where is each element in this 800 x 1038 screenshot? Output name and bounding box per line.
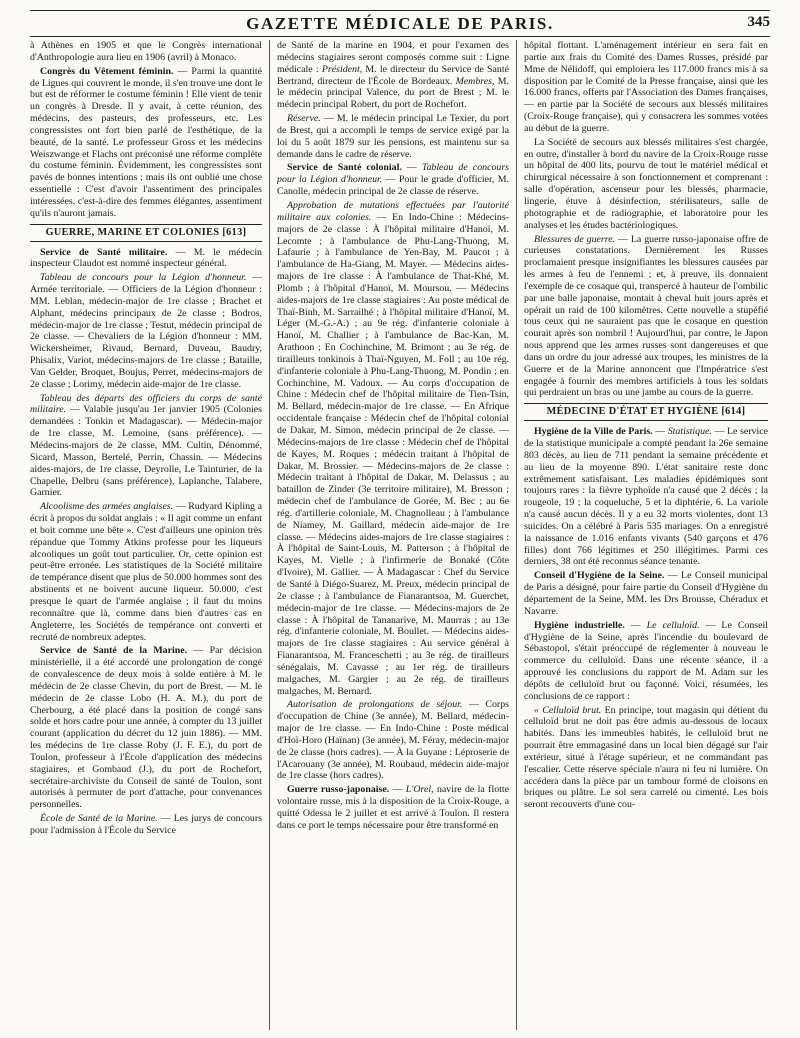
italic-text: Président, [321, 63, 363, 75]
body-text: — [652, 426, 668, 438]
column-3 [524, 40, 768, 1032]
article-title: Hygiène industrielle. [534, 619, 625, 631]
body-text: En principe, tout magasin qui détient du celluloïd brut ne doit pas être admis au-dessous de locaux habités. Dans les immeubles habités, le celluloïd brut ne pourrait être emmagasiné dans un local bien dégagé sur l'air extérieur, situé à l'étage supérieur, et ne commandant pas l'escalier. Cette réserve spéciale n'aura ni feu ni lumière. On accédera dans la pièce par un tambour formé de cloisons en briques ou plâtre. Le sol sera carrelé ou cimenté. Les bois seront recouverts d'une cou- [524, 704, 768, 811]
body-text: — Le service de la statistique municipale a compté pendant la 26e semaine 803 décès, au lieu de 711 pendant la semaine précédente et au lieu de la moyenne 890. L'état sanitaire reste donc extrêmement satisfaisant. Les maladies épidémiques sont toujours rares : la fièvre typhoïde n'a causé que 2 décès ; la rougeole, 19 ; la coqueluche, 5 et la diphtérie, 6. La variole n'a causé aucun décès. Il y a eu 32 morts violentes, dont 13 suicides. On a célébré à Paris 535 mariages. On a enregistré la naissance de 1.016 enfants vivants (540 garçons et 476 filles) dont 766 légitimes et 250 illégitimes. Parmi ces derniers, 38 ont été reconnus séance tenante. [524, 426, 768, 568]
article-paragraph [277, 40, 509, 111]
column-divider [269, 40, 270, 1030]
article-paragraph [30, 501, 262, 643]
article-paragraph [277, 699, 509, 782]
article-paragraph [30, 813, 262, 837]
body-text: — Parmi la quantité de Ligues qui couvrent le monde, il s'en trouve une dont le but est de réformer le costume féminin ! Elle vient de tenir un congrès à Dresde. Il y avait, à cette réunion, des médecins, des pasteurs, des professeurs, etc. Les congressistes ont fort bien parlé de l'esthétique, de la beauté, de la santé. Le professeur Gross et les médecins Weiszwange et Flachs ont préconisé une réforme complète du costume féminin. Évidemment, les congressistes sont pavés de bonnes intentions ; mais ils ont oublié une chose essentielle : C'est d'avoir l'assentiment des principales intéressées, c'est-à-dire des femmes élégantes, assentiment qu'ils n'auront jamais. [30, 65, 262, 219]
section-heading [30, 226, 262, 240]
italic-text: Le celluloïd. [646, 619, 700, 631]
article-paragraph [524, 620, 768, 703]
italic-text: Tableau de concours pour la Légion d'honneur. [40, 272, 247, 284]
body-text: M. le médecin principal Valence, du port de Brest ; M. le médecin principal Robert, du port de Rochefort. [277, 75, 509, 111]
section-number: [613] [222, 226, 247, 238]
body-text: — Le Conseil municipal de Paris a désigné, pour faire partie du Conseil d'Hygiène du département de la Seine, MM. les Drs Brousse, Chéradux et Navarre. [524, 570, 768, 617]
body-text: à Athènes en 1905 et que le Congrès international d'Anthropologie aura lieu en 1906 (avril) à Monaco. [30, 40, 262, 63]
italic-text: Membres, [455, 75, 495, 87]
column-2 [277, 40, 509, 1032]
article-paragraph [30, 247, 262, 271]
italic-text: Approbation de mutations effectuées par l'autorité militaire aux colonies. [277, 199, 509, 223]
article-paragraph [277, 162, 509, 198]
body-text: hôpital flottant. L'aménagement intérieur en sera fait en partie aux frais du Comité des Dames Russes, présidé par Mme de Nélidoff, qui emploiera les 117.000 francs mis à sa disposition par le Comité de la Presse française, ainsi que les 16.000 francs, offerts par l'Association des Dames françaises, — en partie par la Société de secours aux blessés militaires (Croix-Rouge française), qui y consacrera les sommes votées au début de la guerre. [524, 40, 768, 134]
column-divider [516, 40, 517, 1030]
article-title: Hygiène de la Ville de Paris. [534, 426, 653, 438]
body-text: — Pour le grade d'officier, M. Canolle, médecin principal de 2e classe de réserve. [277, 174, 509, 198]
section-rule [524, 420, 768, 421]
body-text: — Le Conseil d'Hygiène de la Seine, après l'incendie du boulevard de Sébastopol, s'était préoccupé de réglementer à nouveau le commerce du celluloïd. Dans une récente séance, il a approuvé les conclusions du rapport de M. Adam sur les dépôts de celluloïd brut ou façonné. Voici, résumées, les conclusions de ce rapport : [524, 619, 768, 702]
article-title: Service de Santé militaire. [40, 246, 168, 258]
body-text: — M. le médecin inspecteur Claudot est nommé inspecteur général. [30, 246, 262, 270]
article-paragraph [30, 40, 262, 64]
body-text: — Valable jusqu'au 1er janvier 1905 (Colonies demandées : Tonkin et Madagascar). — Médecin-major de 1re classe, M. Lemoine, (sans préférence). — Médecins-majors de 2e classe, MM. Cultin, Dénommé, Sicard, Masson, Bertelé, Perrin, Chassin. — Médecins aides-majors, de 1re classe, Deyrolle, Le Tainturier, de la Chapelle, Delbru (sans préférence), Laplanche, Talabere, Garnier. [30, 404, 262, 499]
article-title: Conseil d'Hygiène de la Seine. [534, 570, 665, 582]
header-top-rule [30, 10, 770, 11]
article-paragraph [277, 200, 509, 697]
article-paragraph [277, 113, 509, 160]
article-paragraph [30, 393, 262, 500]
body-text: — [389, 784, 406, 796]
italic-text: Autorisation de prolongations de séjour. [287, 699, 463, 711]
article-paragraph [524, 234, 768, 400]
italic-text: École de Santé de la Marine. [40, 813, 158, 825]
body-text: — M. le médecin principal Le Texier, du port de Brest, qui a accompli le temps de service exigé par la loi du 5 août 1879 sur les pensions, est maintenu sur sa demande dans le cadre de réserve. [277, 113, 509, 160]
article-paragraph [30, 66, 262, 220]
article-title: Congrès du Vêtement féminin. [40, 65, 174, 77]
article-title: Guerre russo-japonaise. [287, 784, 390, 796]
body-text: — Les jurys de concours pour l'admission à l'École du Service [30, 813, 262, 836]
header-bottom-rule [30, 36, 770, 37]
body-text: — Armée territoriale. — Officiers de la Légion d'honneur : MM. Leblan, médecin-major de 1re classe ; Brachet et Alphant, médecins principaux de 2e classe ; Bodros, médecin-major de 1re classe ; Testut, médecin principal de 2e classe. — Chevaliers de la Légion d'honneur : MM. Wickersheimer, Rivaud, Bernard, Duveau, Baudry, Phisalix, Variot, médecins-majors de 1re classe ; Bataille, Van Gelder, Broquet, Boujus, Perret, médecins-majors de 2e classe ; Lorimy, médecin aide-major de 1re classe. [30, 272, 262, 390]
italic-text: Statistique. [667, 426, 712, 438]
article-title: Service de Santé colonial. [287, 162, 402, 174]
article-paragraph [277, 784, 509, 831]
body-text: — Corps d'occupation de Chine (3e année), M. Bellard, médecin-major de 1re classe. — En Indo-Chine : Poste médical d'Hoï-Horo (Haïnan) (3e année), M. Féray, médecin-major de 2e classe (hors cadres). — À la Guyane : Léproserie de l'Acarouany (3e année), M. Roubaud, médecin aide-major de 1re classe (hors cadres). [277, 699, 509, 782]
article-paragraph [30, 272, 262, 390]
body-text: M. le directeur du Service de Santé Bertrand, directeur de l'École de Bordeaux. [277, 63, 509, 87]
body-text: — [624, 619, 647, 631]
article-paragraph [524, 40, 768, 135]
italic-text: Alcoolisme des armées anglaises. [40, 501, 174, 513]
body-text: — La guerre russo-japonaise offre de curieuses constatations. Dernièrement les Russes proclamaient presque insignifiantes les blessures causées par les armes à feu de l'ennemi ; et, à preuve, ils donnaient l'exemple de ce cosaque qui, transpercé à hauteur de l'ombilic par une balle japonaise, montait à cheval huit jours après et opérait un raid de 100 kilomètres. Cette nouvelle a stupéfié tous ceux qui ne sauraient pas que le cosaque en question courait après son nombril ! Aujourd'hui, par contre, le Japon nous apprend que les armes russes sont dangereuses et que dans un ordre du jour adressé aux troupes, les ministres de la Guerre et de la Marine annoncent que l'Impératrice s'est engagée à fournir des membres artificiels à tous les soldats qui perdraient un bras ou une jambe au cours de la guerre. [524, 233, 768, 399]
running-title: GAZETTE MÉDICALE DE PARIS. [246, 14, 554, 33]
article-title: Service de Santé de la Marine. [40, 645, 188, 657]
body-text: — [401, 162, 422, 174]
article-paragraph [524, 570, 768, 617]
body-text: de Santé de la marine en 1904, et pour l'examen des médecins stagiaires seront composés comme suit : Ligne médicale : [277, 40, 509, 75]
body-text: — En Indo-Chine : Médecins-majors de 2e classe : À l'hôpital militaire d'Hanoï, M. Lecomte ; à l'ambulance de Phu-Lang-Thuong, M. Lafaurie ; à l'ambulance de Yen-Bay, M. Paucot ; à l'ambulance de Ha-Giang, M. Mayer. — Médecins aides-majors de 1re classe : À l'ambulance de That-Khé, M. Plomb ; à l'hôpital d'Hanoï, M. Moursou. — Médecins aides-majors de 1re classe stagiaires : Au poste médical de Thaï-Binh, M. Sarrailhé ; à l'hôpital militaire d'Hanoï, M. Léger (M.-G.-A.) ; au 9e rég. d'infanterie coloniale à Hanoï, M. Challier ; à l'ambulance de Bac-Kan, M. Arathoon ; En Cochinchine, M. Brimont ; au 3e rég. de tirailleurs tonkinois à Thaï-Nguyen, M. Foll ; au 10e rég. d'infanterie coloniale à Phu-Lang-Thuong, M. Pondin ; en Cochinchine, M. Vadoux. — Au corps d'occupation de Chine : Médecin chef de l'hôpital militaire de Tien-Tsin, M. Bellard, médecin-major de 1re classe. — En Afrique occidentale française : Médecin chef de l'hôpital colonial de Dakar, M. Simon, médecin principal de 2e classe. — Médecins-majors de 1re classe : Médecin chef de l'hôpital de Kayes, M. Roques ; médecin traitant à l'hôpital de Dakar, M. Brossier. — Médecins-majors de 2e classe : Médecin traitant à l'hôpital de Dakar, M. Delassus ; au bataillon de Zinder (3e territoire militaire), M. Bresson ; médecin chef de l'ambulance de Gorée, M. Bec ; au 6e rég. d'artillerie coloniale, M. Chagnolleau ; à l'ambulance de Niamey, M. Gaillard, médecin aide-major de 1re classe. — Médecins aides-majors de 1re classe stagiaires : À l'hôpital de Saint-Louis, M. Patterson ; à l'hôpital de Kayes, M. Vielle ; à l'infirmerie de Bonaké (Côte d'Ivoire), M. Gallier. — À Madagascar : Chef du Service de Santé à Diégo-Suarez, M. Preux, médecin principal de 2e classe ; à l'ambulance de Fianarantsoa, M. Guerchet, médecin-major de 1re classe. — Médecins-majors de 2e classe : À l'hôpital de Tananarive, M. Maurras ; au 13e rég. d'infanterie coloniale, M. Boullet. — Médecins aides-majors de 1re classe stagiaires : Au service général à Fianarantsoa, M. Franceschetti ; au 3e rég. de tirailleurs sénégalais, M. Cavasse ; au 1er rég. de tirailleurs malgaches, M. Gargier ; au 2e rég. de tirailleurs malgaches, M. Bernard. [277, 211, 509, 697]
article-paragraph [30, 645, 262, 811]
section-rule [30, 224, 262, 225]
page-number: 345 [747, 14, 770, 30]
italic-text: Blessures de guerre. [534, 233, 616, 245]
body-text: — Rudyard Kipling a écrit à propos du soldat anglais : « Il agit comme un enfant et boit comme une bête ». C'est d'ailleurs une opinion très répandue que Tommy Atkins professe pour les liqueurs alcooliques un goût tout particulier. Or, cette opinion est peut-être erronée. Les statistiques de la Société militaire de tempérance disent que plus de 50.000 hommes sont des abstinents et ne boivent aucune liqueur. 50.000, c'est presque le quart de l'armée anglaise ; il faut du moins reconnaître que là, comme dans bien d'autres cas en Angleterre, les Sociétés de tempérance ont converti et recruté de nombreux adeptes. [30, 501, 262, 643]
section-heading-text: GUERRE, MARINE ET COLONIES [45, 226, 220, 238]
section-rule [30, 241, 262, 242]
page-header [30, 12, 770, 34]
section-rule [524, 403, 768, 404]
article-paragraph [524, 426, 768, 568]
column-1 [30, 40, 262, 1032]
body-text: — Par décision ministérielle, il a été accordé une prolongation de congé de convalescence de deux mois à solde entière à M. le médecin de 2e classe Chevin, du port de Brest. — M. le médecin de 2e classe Lobo (H. A. M.), du port de Cherbourg, a été placé dans la position de congé sans solde et hors cadre pour une année, à compter du 13 juillet courant (application du décret du 12 juin 1886). — MM. les médecins de 1re classe Roby (J. F. E.), du port de Toulon, professeur à l'École d'application des médecins stagiaires, et Gombaud (J.), du port de Rochefort, secrétaire-archiviste du Conseil de santé de Toulon, sont autorisés à permuter de port d'attache, pour convenances personnelles. [30, 645, 262, 811]
italic-text: Réserve. [287, 113, 321, 125]
body-text: navire de la flotte volontaire russe, mis à la disposition de la Croix-Rouge, a quitté Odessa le 2 juillet et est arrivé à Toulon. Il restera dans ce port le temps nécessaire pour être transformé en [277, 784, 509, 831]
italic-text: Tableau des départs des officiers du corps de santé militaire. [30, 392, 262, 416]
section-heading [524, 405, 768, 419]
italic-text: L'Orel, [405, 784, 434, 796]
section-number: [614] [721, 406, 746, 418]
article-paragraph [524, 137, 768, 232]
italic-text: Tableau de concours pour la Légion d'honneur. [277, 162, 509, 186]
article-paragraph [524, 705, 768, 812]
section-heading-text: MÉDECINE D'ÉTAT ET HYGIÈNE [546, 406, 719, 418]
body-text: La Société de secours aux blessés militaires s'est chargée, en outre, d'installer à bord du navire de la Croix-Rouge russe un hôpital de 400 lits, pourvu de tout le matériel médical et chirurgical nécessaire à son fonctionnement et comprenant : salle d'opération, ascenseur pour les blessés, pharmacie, lingerie, étuve à désinfection, stérilisateurs, salle de photographie et de radiographie, et laboratoire pour les analyses et les études bactériologiques. [524, 136, 768, 231]
italic-text: « Celluloïd brut. [534, 704, 602, 716]
